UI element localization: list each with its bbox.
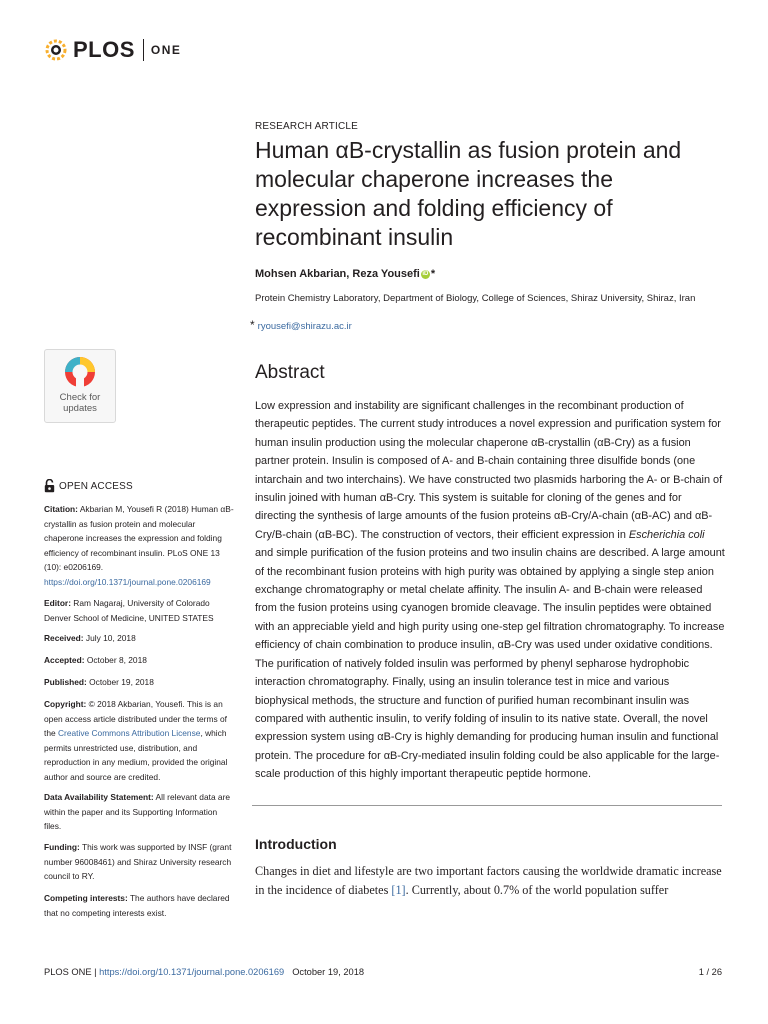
author-list (255, 268, 435, 280)
open-access-label: OPEN ACCESS (59, 480, 133, 492)
abstract-text (255, 397, 725, 784)
introduction-heading: Introduction (255, 836, 337, 852)
intro-text-2: . Currently, about 0.7% of the world population suffer (405, 883, 669, 897)
footer-date: October 19, 2018 (292, 967, 365, 977)
received-block (44, 631, 236, 646)
logo-divider (143, 39, 144, 61)
footer-doi-link[interactable]: https://doi.org/10.1371/journal.pone.0206169 (99, 967, 285, 977)
published-block (44, 675, 236, 690)
abstract-heading: Abstract (255, 362, 325, 383)
competing-interests-label: Competing interests: (44, 893, 128, 903)
accepted-block (44, 653, 236, 668)
check-updates-line-1: Check for (59, 392, 101, 403)
editor-text: Ram Nagaraj, University of Colorado Denver School of Medicine, UNITED STATES (44, 598, 214, 623)
funding-block (44, 840, 236, 884)
plos-logo-icon (42, 36, 70, 64)
editor-block (44, 596, 236, 625)
intro-text-1: Changes in diet and lifestyle are two important factors causing the worldwide dramatic increase in the incidence of diabetes (255, 864, 722, 897)
copyright-text-2: , which permits unrestricted use, distribution, and reproduction in any medium, provided the original author and source are credited. (44, 728, 228, 782)
correspondence (250, 318, 352, 332)
footer-journal: PLOS ONE (44, 967, 92, 977)
editor-label: Editor: (44, 598, 71, 608)
check-updates-label (45, 392, 115, 414)
citation-label: Citation: (44, 504, 78, 514)
corresponding-mark: * (430, 268, 436, 280)
published-date: October 19, 2018 (86, 677, 154, 687)
open-access-badge (44, 479, 133, 493)
page-number: 1 / 26 (698, 967, 722, 977)
abstract-part-1: Low expression and instability are significant challenges in the recombinant production of therapeutic peptides. The current study introduces a novel expression and purification system for human insulin production using the molecular chaperone αB-crystallin (αB-Cry) as a fusion partner protein. Insulin is composed of A- and B-chain containing three disulfide bonds (one intarchain and two interchains). We have constructed two plasmids harboring the A- or B-chain of insulin joined with human αB-Cry. This system is suitable for cloning of the genes and for directing the synthesis of large amounts of the fusion proteins αB-Cry/A-chain (αB-AC) and αB-Cry/B-chain (αB-BC). The construction of vectors, their efficient expression in (255, 400, 723, 541)
page-footer (44, 967, 722, 977)
journal-logo[interactable] (42, 34, 181, 66)
article-type: RESEARCH ARTICLE (255, 121, 359, 132)
crossmark-icon (63, 355, 97, 389)
funding-text: This work was supported by INSF (grant number 96008461) and Shiraz University research council to RY. (44, 842, 232, 881)
funding-label: Funding: (44, 842, 80, 852)
check-updates-line-2: updates (63, 403, 97, 414)
abstract-part-2: and simple purification of the fusion proteins and two insulin chains are described. A large amount of the recombinant fusion proteins with high purity was obtained by applying a single step anion exchange chromatography or metal chelate affinity. The insulin A- and B-chain were released from the fusion proteins using cyanogen bromide cleavage. The insulin peptides were obtained with an appreciable yield and high purity using one-step gel filtration chromatography. To increase efficiency of chain combination to produce insulin, αB-Cry was used under oxidative conditions. The purification of natively folded insulin was performed by phenyl sepharose hydrophobic interaction chromatography. Finally, using an insulin tolerance test in mice and various biophysical methods, the structure and function of purified human recombinant insulin was compared with authentic insulin, to verify folding of insulin to its native state. Overall, the novel expression system using αB-Cry is highly demanding for producing human insulin and functional protein. The procedure for αB-Cry-mediated insulin folding could be also applicable for the large-scale production of this highly important therapeutic peptide hormone. (255, 547, 725, 781)
accepted-label: Accepted: (44, 655, 85, 665)
copyright-label: Copyright: (44, 699, 87, 709)
citation-text: Akbarian M, Yousefi R (2018) Human αB-crystallin as fusion protein and molecular chaperone increases the expression and folding efficiency of recombinant insulin. PLoS ONE 13 (10): e0206169. (44, 504, 234, 572)
copyright-block (44, 697, 236, 784)
data-availability-label: Data Availability Statement: (44, 792, 154, 802)
introduction-text (255, 862, 725, 900)
published-label: Published: (44, 677, 87, 687)
received-label: Received: (44, 633, 84, 643)
citation-block (44, 502, 236, 589)
author-names: Mohsen Akbarian, Reza Yousefi (255, 268, 420, 280)
reference-link[interactable]: [1] (391, 883, 406, 897)
footer-separator: | (91, 967, 100, 977)
received-date: July 10, 2018 (83, 633, 136, 643)
competing-interests-block (44, 891, 236, 920)
license-link[interactable]: Creative Commons Attribution License (57, 728, 201, 738)
article-title: Human αB-crystallin as fusion protein and molecular chaperone increases the expression and folding efficiency of recombinant insulin (255, 137, 682, 250)
brand-name: PLOS (73, 37, 135, 62)
orcid-icon[interactable]: iD (422, 270, 429, 277)
journal-name: ONE (150, 43, 182, 57)
abstract-organism: Escherichia coli (628, 528, 705, 541)
data-availability-block (44, 790, 236, 834)
open-lock-icon (44, 479, 55, 493)
section-divider (252, 805, 722, 806)
competing-interests-text: The authors have declared that no competing interests exist. (44, 893, 230, 918)
check-for-updates-badge[interactable] (44, 349, 116, 423)
data-availability-text: All relevant data are within the paper and its Supporting Information files. (44, 792, 231, 831)
copyright-text-1: © 2018 Akbarian, Yousefi. This is an open access article distributed under the terms of the (44, 699, 227, 738)
accepted-date: October 8, 2018 (84, 655, 147, 665)
affiliation: Protein Chemistry Laboratory, Department of Biology, College of Sciences, Shiraz University, Shiraz, Iran (255, 293, 696, 304)
email-mark: * (250, 318, 255, 332)
citation-doi-link[interactable]: https://doi.org/10.1371/journal.pone.0206169 (44, 576, 211, 587)
email-link[interactable]: ryousefi@shirazu.ac.ir (257, 321, 352, 332)
